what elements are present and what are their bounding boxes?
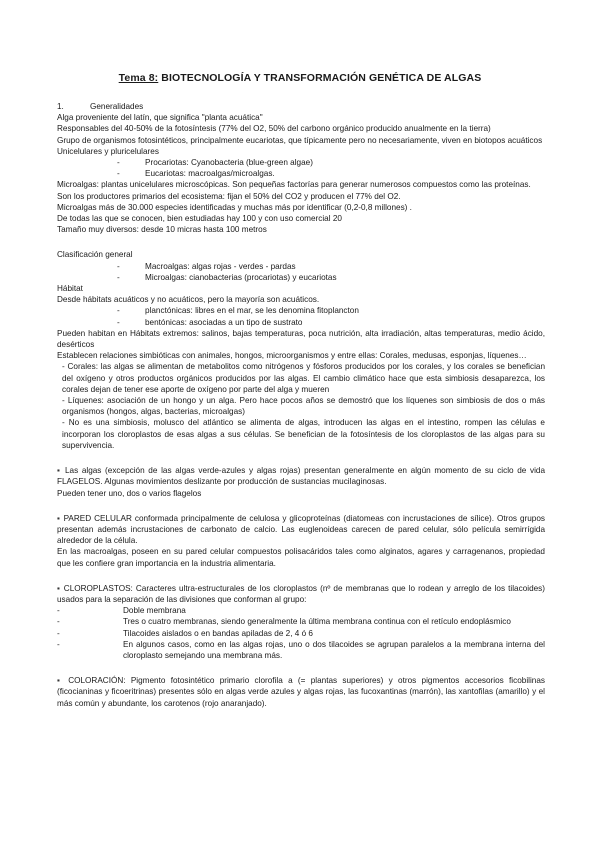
section-number: 1. xyxy=(57,102,64,111)
chloroplast-item: - En algunos casos, como en las algas rojas, uno o dos tilacoides se agrupan paralelos a la membrana interna del cloroplasto semejando una membrana más. xyxy=(57,639,545,660)
habitat-extreme: Pueden habitan en Hábitats extremos: salinos, bajas temperaturas, poca nutrición, alta irradiación, altas temperaturas, medio ácido, desérticos xyxy=(57,328,545,350)
flagella-paragraph: ▪ Las algas (excepción de las algas verde-azules y algas rojas) presentan generalmente en algún momento de su ciclo de vida FLAGELOS. Algunas movimientos deslizante por producción de sustancias mucilaginosas. xyxy=(57,466,546,487)
coloration-paragraph: ▪ COLORACIÓN: Pigmento fotosintético primario clorofila a (= plantas superiores) y otros pigmentos accesorios ficobilinas (ficocianinas y ficoeritrinas) presentes sólo en algas verde azules y algas rojas, las fucoxantinas (marrón), las xantofilas (amarillo) y el más común y abundante, los carotenos (rojo anaranjado). xyxy=(57,676,545,708)
classification-item: - Macroalgas: algas rojas - verdes - pardas xyxy=(117,261,296,271)
symbiosis-item: - No es una simbiosis, molusco del atlántico se alimenta de algas, introducen las algas en el intestino, rompen las células e incorporan los cloroplastos de esas algas a sus células. Se benefician de la fotosíntesis de los cloroplastos de las algas para su supervivencia. xyxy=(62,418,545,450)
bullet-icon: ▪ xyxy=(57,466,62,476)
flagella-line: Pueden tener uno, dos o varios flagelos xyxy=(57,488,202,498)
bullet-icon: ▪ xyxy=(57,676,63,686)
chloroplasts-paragraph: ▪ CLOROPLASTOS: Caracteres ultra-estructurales de los cloroplastos (nº de membranas que lo rodean y arreglo de los tilacoides) usados para la separación de las divisiones que conforman al grupo: xyxy=(57,583,545,604)
dash-marker: - xyxy=(117,317,120,327)
micro-line: Tamaño muy diversos: desde 10 micras hasta 100 metros xyxy=(57,225,267,235)
section-title: Generalidades xyxy=(90,102,144,111)
classification-heading: Clasificación general xyxy=(57,250,133,260)
micro-line: De todas las que se conocen, bien estudiadas hay 100 y con uso comercial 20 xyxy=(57,214,342,224)
habitat-item: - bentónicas: asociadas a un tipo de sustrato xyxy=(117,317,303,327)
dash-marker: - xyxy=(117,272,120,282)
habitat-symbiosis: Establecen relaciones simbióticas con animales, hongos, microorganismos y entre ellas: Corales, medusas, esponjas, líquenes… xyxy=(57,351,527,361)
document-body xyxy=(57,101,545,709)
chloroplast-item: - Tres o cuatro membranas, siendo generalmente la última membrana continua con el retículo endoplásmico xyxy=(57,617,511,627)
habitat-intro: Desde hábitats acuáticos y no acuáticos, pero la mayoría son acuáticos. xyxy=(57,295,320,305)
micro-line: Son los productores primarios del ecosistema: fijan el 50% del CO2 y producen el 77% del O2. xyxy=(57,191,401,201)
dash-marker: - xyxy=(57,628,60,638)
dash-marker: - xyxy=(57,617,60,627)
symbiosis-item: - Líquenes: asociación de un hongo y un alga. Pero hace pocos años se demostró que los líquenes son simbiosis de dos o más organismos (hongos, algas, bacterias, microalgas) xyxy=(62,396,545,417)
symbiosis-item: - Corales: las algas se alimentan de metabolitos como nitrógenos y fósforos producidos por los corales, y los corales se benefician del oxígeno y otros productos orgánicos producidos por las algas. El cambio climático hace que esta simbiosis desaparezca, los corales dejan de tener ese aporte de oxígeno por parte del alga y mueren xyxy=(62,362,545,394)
dash-marker: - xyxy=(117,158,120,168)
habitat-heading: Hábitat xyxy=(57,284,83,294)
title-prefix: Tema 8: xyxy=(118,72,159,84)
bullet-icon: ▪ xyxy=(57,513,61,523)
dash-marker: - xyxy=(57,606,60,616)
intro-line: Unicelulares y pluricelulares xyxy=(57,146,159,156)
section-heading xyxy=(57,101,545,112)
intro-line: Alga proveniente del latín, que significa "planta acuática" xyxy=(57,113,263,123)
habitat-item: - planctónicas: libres en el mar, se les denomina fitoplancton xyxy=(117,306,359,316)
dash-marker: - xyxy=(117,169,120,179)
cell-wall-paragraph: ▪ PARED CELULAR conformada principalmente de celulosa y glicoproteínas (diatomeas con incrustaciones de sílice). Otros grupos presentan además incrustaciones de carbonato de calcio. Las euglenoideas carecen de pared celular, sólo película semirrígida alrededor de la célula. xyxy=(57,513,545,546)
dash-marker: - xyxy=(117,261,120,271)
chloroplast-item: - Tilacoides aislados o en bandas apiladas de 2, 4 ó 6 xyxy=(57,628,313,638)
cell-wall-line: En las macroalgas, poseen en su pared celular compuestos polisacáridos tales como alginatos, agares y carragenanos, propiedad que les confiere gran importancia en la industria alimentaria. xyxy=(57,547,545,568)
bullet-icon: ▪ xyxy=(57,583,61,593)
page-title xyxy=(0,72,600,84)
dash-marker: - xyxy=(117,306,120,316)
dash-marker: - xyxy=(57,639,60,649)
micro-line: Microalgas más de 30.000 especies identificadas y muchas más por identificar (0,2-0,8 millones) . xyxy=(57,202,412,212)
classification-item: - Microalgas: cianobacterias (procariotas) y eucariotas xyxy=(117,272,337,282)
cell-type-item: - Procariotas: Cyanobacteria (blue-green algae) xyxy=(117,158,313,168)
title-text: BIOTECNOLOGÍA Y TRANSFORMACIÓN GENÉTICA DE ALGAS xyxy=(158,72,482,84)
intro-line: Responsables del 40-50% de la fotosíntesis (77% del O2, 50% del carbono orgánico producido anualmente en la tierra) xyxy=(57,124,491,134)
chloroplast-item: - Doble membrana xyxy=(57,606,186,616)
intro-line: Grupo de organismos fotosintéticos, principalmente eucariotas, que típicamente pero no necesariamente, viven en biotopos acuáticos xyxy=(57,135,543,145)
micro-line: Microalgas: plantas unicelulares microscópicas. Son pequeñas factorías para generar numerosos compuestos como las proteínas. xyxy=(57,180,531,190)
cell-type-item: - Eucariotas: macroalgas/microalgas. xyxy=(117,169,275,179)
